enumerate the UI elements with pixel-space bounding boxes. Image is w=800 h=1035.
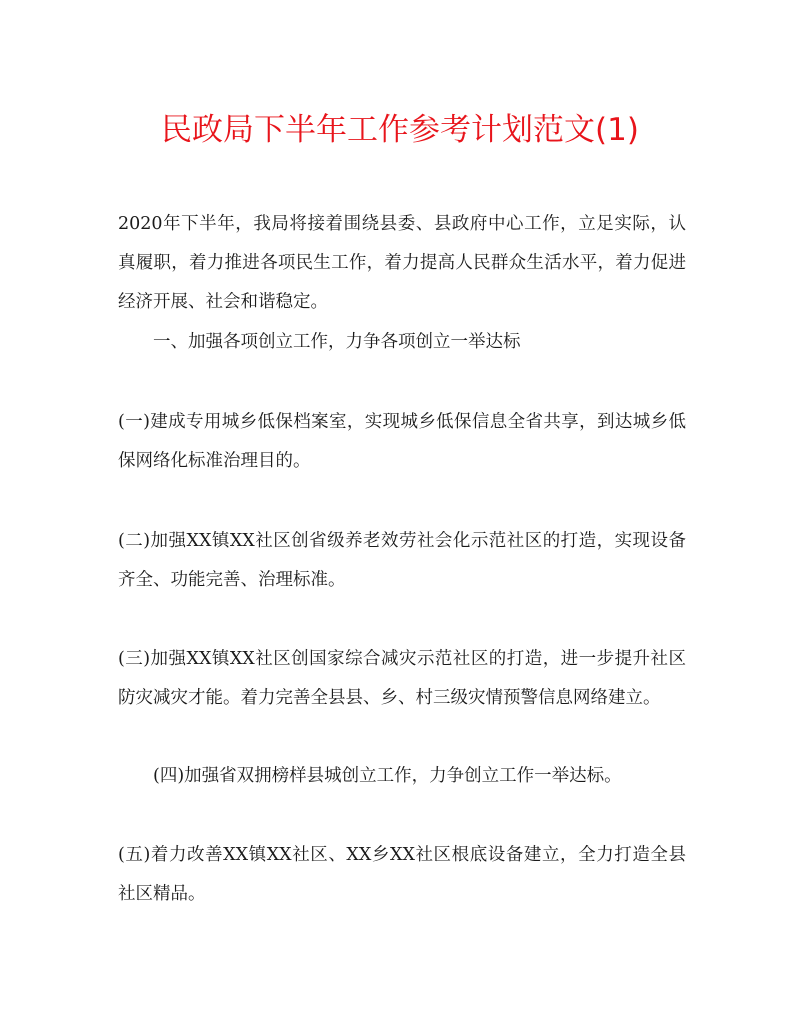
list-item-1: (一)建成专用城乡低保档案室，实现城乡低保信息全省共享，到达城乡低保网络化标准治理目的。 bbox=[118, 412, 686, 471]
list-item-4: (四)加强省双拥榜样县城创立工作，力争创立工作一举达标。 bbox=[153, 766, 622, 786]
list-item-5: (五)着力改善XX镇XX社区、XX乡XX社区根底设备建立，全力打造全县社区精品。 bbox=[118, 845, 686, 904]
section-heading-1: 一、加强各项创立工作，力争各项创立一举达标 bbox=[153, 332, 521, 352]
document-title: 民政局下半年工作参考计划范文(1) bbox=[161, 112, 639, 148]
list-item-3: (三)加强XX镇XX社区创国家综合减灾示范社区的打造，进一步提升社区防灾减灾才能。着力完善全县县、乡、村三级灾情预警信息网络建立。 bbox=[118, 649, 686, 708]
paragraph-intro: 2020年下半年，我局将接着围绕县委、县政府中心工作，立足实际，认真履职，着力推进各项民生工作，着力提高人民群众生活水平，着力促进经济开展、社会和谐稳定。 bbox=[118, 214, 686, 312]
list-item-2: (二)加强XX镇XX社区创省级养老效劳社会化示范社区的打造，实现设备齐全、功能完善、治理标准。 bbox=[118, 531, 686, 590]
